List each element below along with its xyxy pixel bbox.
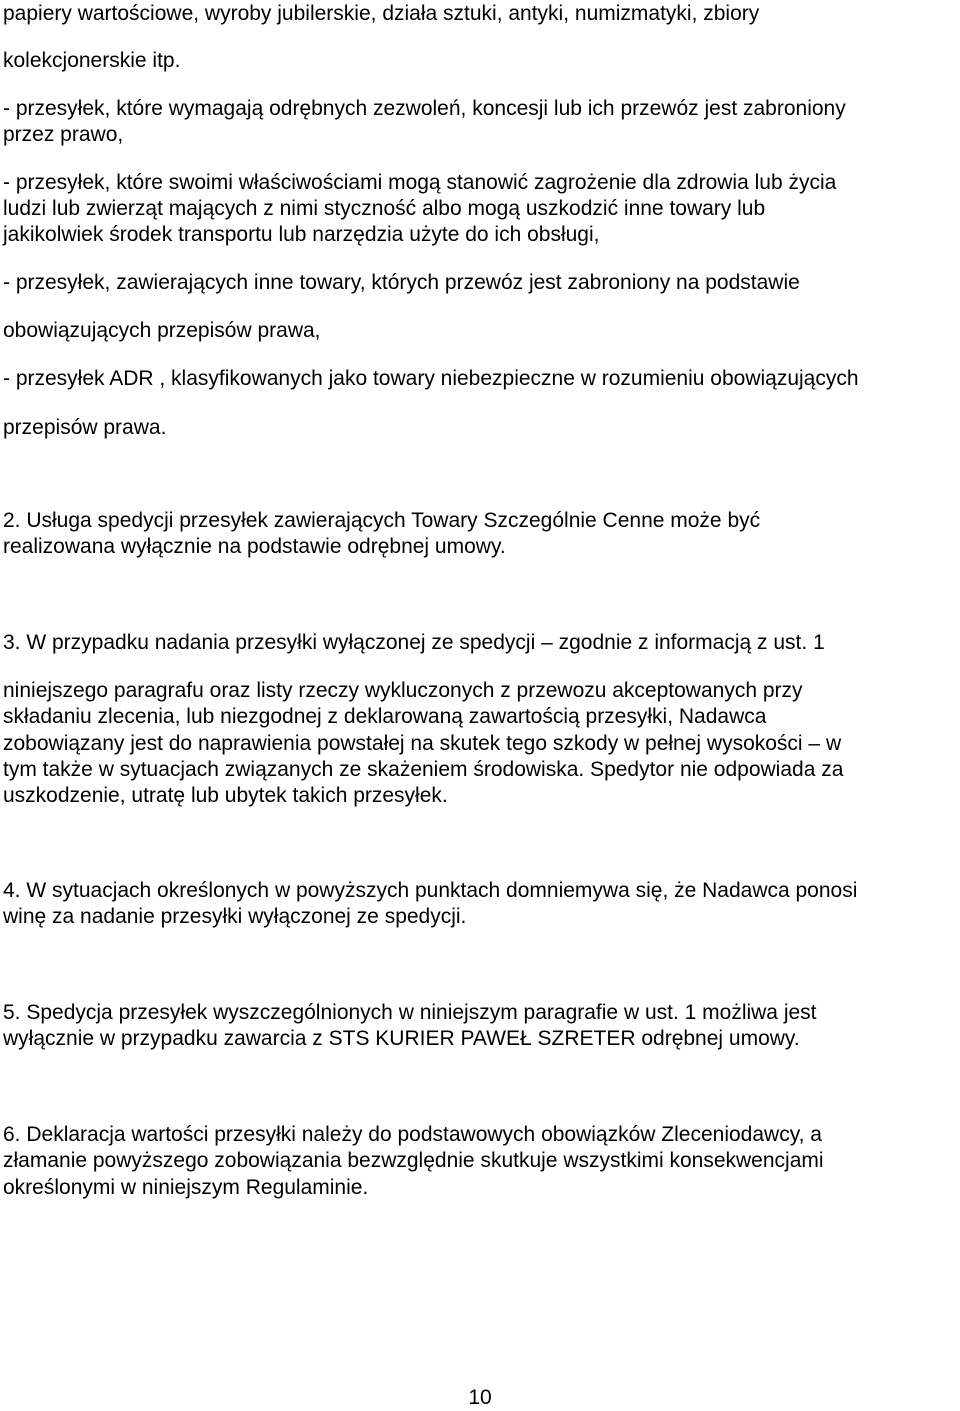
text-line: winę za nadanie przesyłki wyłączonej ze spedycji.	[3, 905, 467, 928]
text-line: papiery wartościowe, wyroby jubilerskie, działa sztuki, antyki, numizmatyki, zbiory	[3, 2, 760, 25]
text-line: 3. W przypadku nadania przesyłki wyłączonej ze spedycji – zgodnie z informacją z ust. 1	[3, 631, 825, 654]
text-line: - przesyłek, które swoimi właściwościami mogą stanowić zagrożenie dla zdrowia lub życia	[3, 171, 837, 194]
text-line: jakikolwiek środek transportu lub narzędzia użyte do ich obsługi,	[3, 223, 600, 246]
text-line: kolekcjonerskie itp.	[3, 49, 181, 72]
text-line: 2. Usługa spedycji przesyłek zawierających Towary Szczególnie Cenne może być	[3, 509, 761, 532]
text-line: realizowana wyłącznie na podstawie odrębnej umowy.	[3, 535, 506, 558]
text-line: - przesyłek, które wymagają odrębnych zezwoleń, koncesji lub ich przewóz jest zabroniony	[3, 97, 846, 120]
text-line: składaniu zlecenia, lub niezgodnej z deklarowaną zawartością przesyłki, Nadawca	[3, 705, 767, 728]
text-line: przez prawo,	[3, 123, 124, 146]
text-line: 4. W sytuacjach określonych w powyższych punktach domniemywa się, że Nadawca ponosi	[3, 879, 858, 902]
text-line: niniejszego paragrafu oraz listy rzeczy wykluczonych z przewozu akceptowanych przy	[3, 679, 803, 702]
text-line: tym także w sytuacjach związanych ze skażeniem środowiska. Spedytor nie odpowiada za	[3, 758, 844, 781]
text-line: uszkodzenie, utratę lub ubytek takich przesyłek.	[3, 784, 448, 807]
text-line: złamanie powyższego zobowiązania bezwzględnie skutkuje wszystkimi konsekwencjami	[3, 1149, 824, 1172]
text-line: ludzi lub zwierząt mających z nimi styczność albo mogą uszkodzić inne towary lub	[3, 197, 766, 220]
text-line: 6. Deklaracja wartości przesyłki należy do podstawowych obowiązków Zleceniodawcy, a	[3, 1123, 822, 1146]
text-line: określonymi w niniejszym Regulaminie.	[3, 1176, 369, 1199]
text-line: 5. Spedycja przesyłek wyszczególnionych w niniejszym paragrafie w ust. 1 możliwa jest	[3, 1001, 817, 1024]
text-line: przepisów prawa.	[3, 416, 167, 439]
text-line: wyłącznie w przypadku zawarcia z STS KURIER PAWEŁ SZRETER odrębnej umowy.	[3, 1027, 800, 1050]
text-line: obowiązujących przepisów prawa,	[3, 319, 321, 342]
text-line: zobowiązany jest do naprawienia powstałej na skutek tego szkody w pełnej wysokości – w	[3, 732, 842, 755]
page-number: 10	[468, 1386, 492, 1409]
text-line: - przesyłek ADR , klasyfikowanych jako towary niebezpieczne w rozumieniu obowiązujących	[3, 367, 859, 390]
text-line: - przesyłek, zawierających inne towary, których przewóz jest zabroniony na podstawie	[3, 271, 800, 294]
